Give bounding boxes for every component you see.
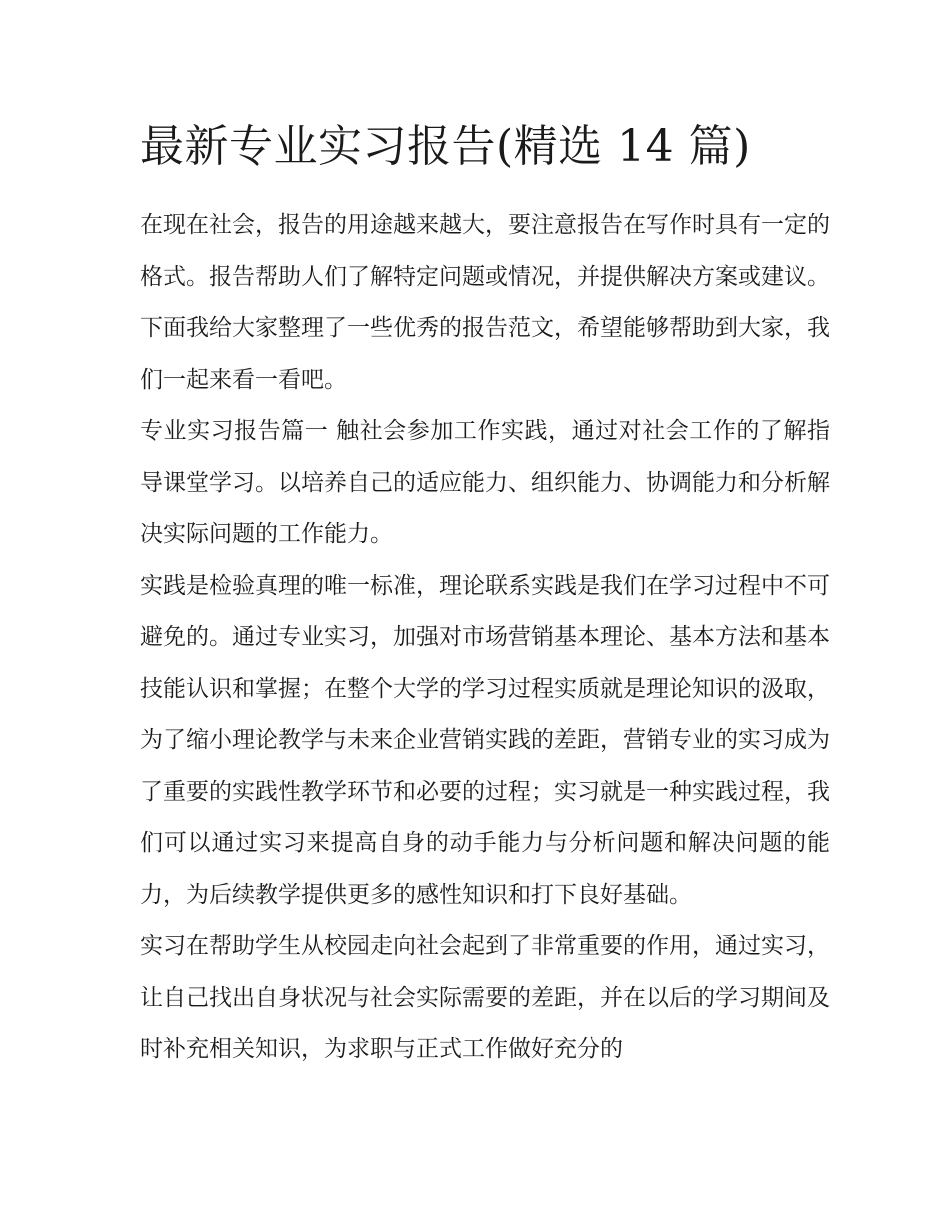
document-title: 最新专业实习报告(精选 14 篇) [140,121,751,172]
paragraph-section-one: 专业实习报告篇一 触社会参加工作实践，通过对社会工作的了解指导课堂学习。以培养自己的适应能力、组织能力、协调能力和分析解决实际问题的工作能力。 [140,418,830,547]
paragraph-intro: 在现在社会，报告的用途越来越大，要注意报告在写作时具有一定的格式。报告帮助人们了解特定问题或情况，并提供解决方案或建议。下面我给大家整理了一些优秀的报告范文，希望能够帮助到大家，我们一起来看一看吧。 [140,212,830,393]
document-body [140,112,830,1076]
paragraph-internship-role: 实习在帮助学生从校园走向社会起到了非常重要的作用，通过实习，让自己找出自身状况与社会实际需要的差距，并在以后的学习期间及时补充相关知识，为求职与正式工作做好充分的 [140,933,830,1062]
paragraph-practice: 实践是检验真理的唯一标准，理论联系实践是我们在学习过程中不可避免的。通过专业实习，加强对市场营销基本理论、基本方法和基本技能认识和掌握；在整个大学的学习过程实质就是理论知识的汲取，为了缩小理论教学与未来企业营销实践的差距，营销专业的实习成为了重要的实践性教学环节和必要的过程；实习就是一种实践过程，我们可以通过实习来提高自身的动手能力与分析问题和解决问题的能力，为后续教学提供更多的感性知识和打下良好基础。 [140,572,830,908]
